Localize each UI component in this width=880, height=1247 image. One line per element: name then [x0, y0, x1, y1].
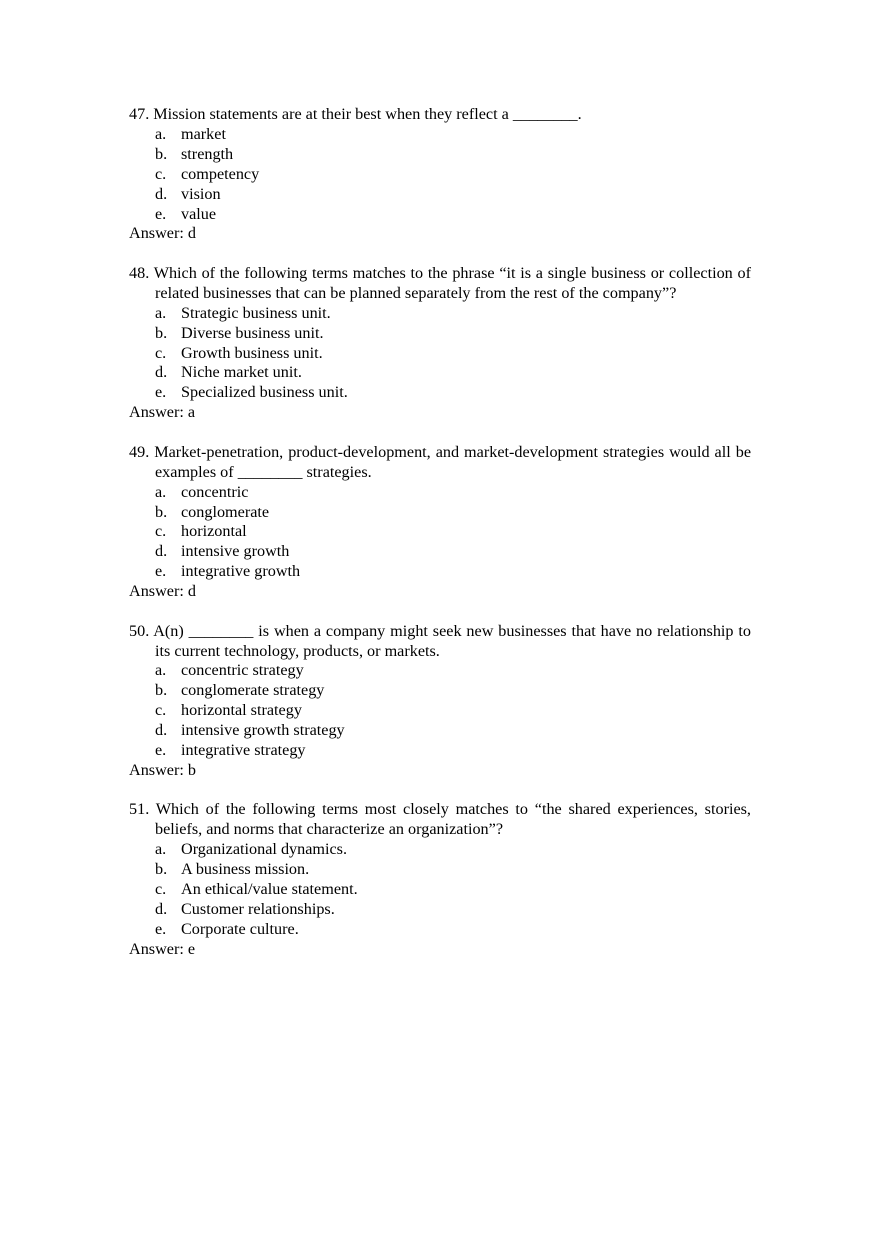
answer-line: Answer: a [129, 403, 196, 422]
option-text: Diverse business unit. [181, 323, 324, 342]
option-text: Specialized business unit. [181, 383, 348, 402]
option-letter: d. [155, 721, 168, 740]
option-b [129, 681, 751, 701]
question-number: 47. [129, 105, 150, 123]
option-letter: a. [155, 303, 167, 322]
option-letter: a. [155, 840, 167, 859]
option-text: A business mission. [181, 860, 310, 879]
question-51 [129, 800, 751, 959]
option-d [129, 721, 751, 741]
option-letter: b. [155, 681, 168, 700]
option-b [129, 324, 751, 344]
option-b [129, 860, 751, 880]
option-letter: d. [155, 184, 168, 203]
option-e [129, 205, 751, 225]
option-text: strength [181, 144, 234, 163]
question-text: Which of the following terms most closely matches to “the shared experiences, stories, beliefs, and norms that characterize an organization”? [155, 800, 751, 839]
option-a [129, 304, 751, 324]
option-d [129, 542, 751, 562]
option-text: integrative strategy [181, 741, 306, 760]
option-text: intensive growth strategy [181, 721, 345, 740]
option-letter: b. [155, 144, 168, 163]
option-letter: c. [155, 522, 167, 541]
question-text: Market-penetration, product-development, and market-development strategies would all be examples of ________ strategies. [154, 442, 751, 481]
option-text: competency [181, 164, 260, 183]
option-text: integrative growth [181, 562, 301, 581]
option-text: Strategic business unit. [181, 303, 331, 322]
question-text: Which of the following terms matches to the phrase “it is a single business or collection of related businesses that can be planned separately from the rest of the company”? [153, 263, 751, 302]
answer-options [129, 304, 751, 404]
option-text: value [181, 204, 217, 223]
option-a [129, 661, 751, 681]
question-stem [129, 105, 751, 125]
option-text: horizontal [181, 522, 247, 541]
option-a [129, 840, 751, 860]
question-48 [129, 264, 751, 423]
question-number: 48. [129, 263, 150, 282]
option-c [129, 522, 751, 542]
option-letter: e. [155, 919, 167, 938]
option-text: concentric strategy [181, 661, 304, 680]
answer-line: Answer: e [129, 939, 196, 958]
option-letter: a. [155, 482, 167, 501]
question-number: 51. [129, 800, 150, 819]
option-letter: c. [155, 164, 167, 183]
document-page [129, 105, 751, 979]
option-text: market [181, 124, 226, 143]
option-letter: d. [155, 542, 168, 561]
option-a [129, 125, 751, 145]
option-e [129, 562, 751, 582]
question-stem [129, 800, 751, 840]
option-letter: b. [155, 860, 168, 879]
option-d [129, 900, 751, 920]
option-letter: d. [155, 900, 168, 918]
question-number: 49. [129, 442, 150, 461]
option-d [129, 363, 751, 383]
option-text: intensive growth [181, 542, 290, 561]
question-49 [129, 443, 751, 602]
answer-options [129, 661, 751, 761]
option-letter: e. [155, 204, 167, 223]
answer-line: Answer: d [129, 582, 196, 601]
option-text: Organizational dynamics. [181, 840, 348, 859]
option-letter: a. [155, 661, 167, 680]
option-text: concentric [181, 482, 249, 501]
question-stem [129, 443, 751, 483]
option-letter: e. [155, 383, 167, 402]
answer-line: Answer: d [129, 224, 196, 243]
option-letter: c. [155, 343, 167, 362]
option-letter: c. [155, 701, 167, 720]
question-50 [129, 622, 751, 781]
answer-options [129, 483, 751, 583]
option-text: Corporate culture. [181, 919, 299, 938]
option-text: Customer relationships. [181, 900, 335, 918]
option-letter: a. [155, 124, 167, 143]
option-text: Growth business unit. [181, 343, 323, 362]
option-e [129, 741, 751, 761]
answer-line: Answer: b [129, 760, 196, 779]
option-letter: c. [155, 880, 167, 899]
option-letter: b. [155, 323, 168, 342]
question-text: A(n) ________ is when a company might seek new businesses that have no relationship to its current technology, products, or markets. [153, 621, 751, 660]
option-text: An ethical/value statement. [181, 880, 358, 899]
option-text: conglomerate strategy [181, 681, 325, 700]
option-c [129, 344, 751, 364]
answer-options [129, 840, 751, 940]
answer-options [129, 125, 751, 225]
option-text: vision [181, 184, 221, 203]
option-b [129, 145, 751, 165]
option-c [129, 165, 751, 185]
option-letter: d. [155, 363, 168, 382]
option-a [129, 483, 751, 503]
option-c [129, 880, 751, 900]
option-c [129, 701, 751, 721]
option-b [129, 503, 751, 523]
option-letter: b. [155, 502, 168, 521]
option-e [129, 383, 751, 403]
option-letter: e. [155, 741, 167, 760]
option-d [129, 185, 751, 205]
option-letter: e. [155, 562, 167, 581]
option-text: horizontal strategy [181, 701, 302, 720]
question-stem [129, 264, 751, 304]
option-text: Niche market unit. [181, 363, 302, 382]
option-e [129, 920, 751, 940]
option-text: conglomerate [181, 502, 270, 521]
question-text: Mission statements are at their best when they reflect a ________. [153, 105, 582, 123]
question-number: 50. [129, 621, 150, 640]
question-stem [129, 622, 751, 662]
question-47 [129, 105, 751, 244]
